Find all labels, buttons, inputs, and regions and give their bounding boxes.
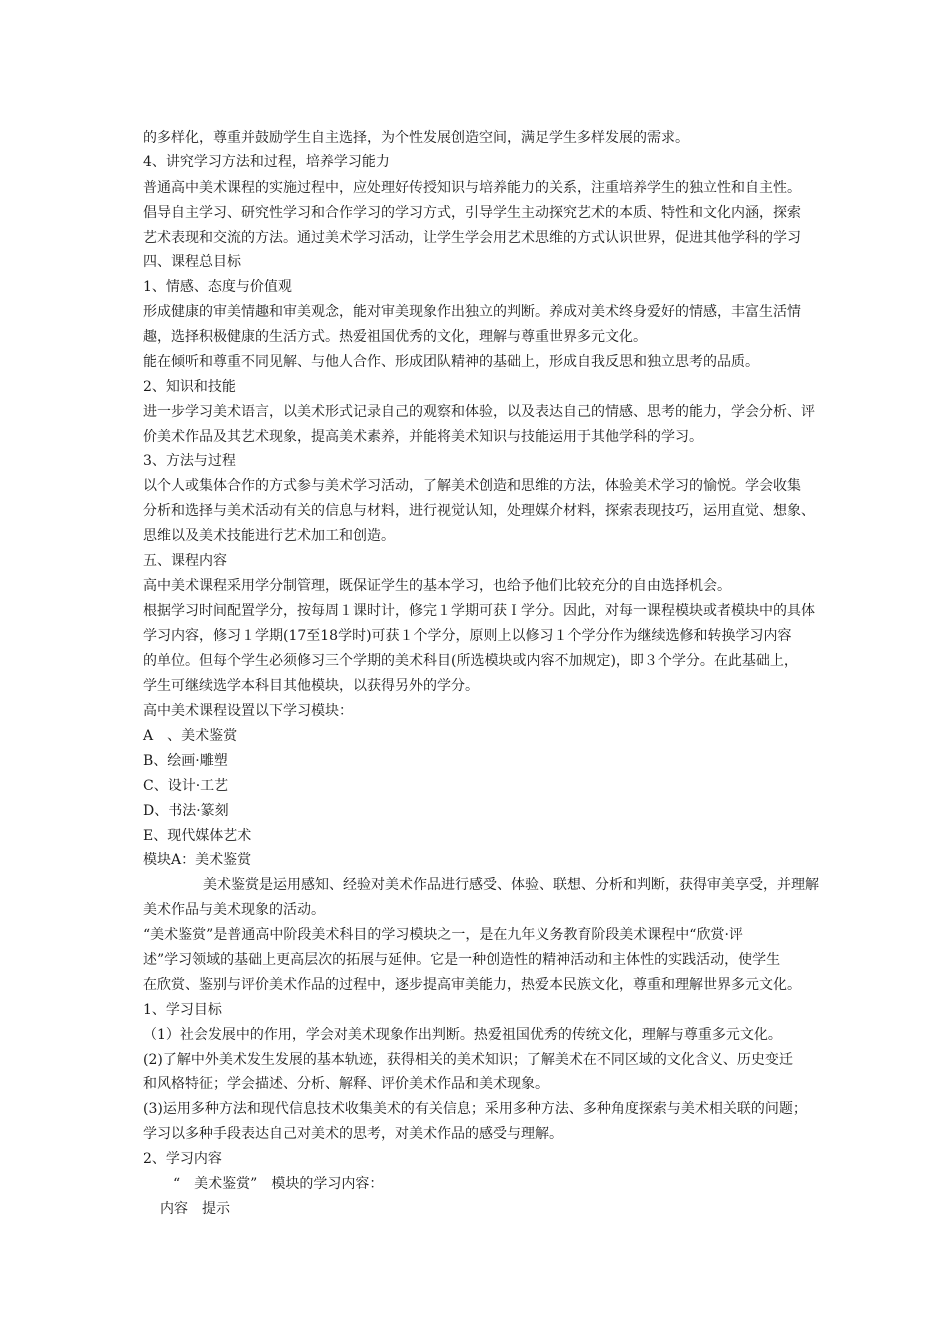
section-heading: 模块A：美术鉴赏 <box>143 852 252 868</box>
text-line: 美术鉴赏是运用感知、经验对美术作品进行感受、体验、联想、分析和判断，获得审美享受，并理解 <box>203 877 819 893</box>
text-line: 学习以多种手段表达自己对美术的思考，对美术作品的感受与理解。 <box>143 1126 563 1142</box>
list-item: D、书法·篆刻 <box>143 803 229 819</box>
text-line: (2)了解中外美术发生发展的基本轨迹，获得相关的美术知识；了解美术在不同区域的文化含义、历史变迁 <box>143 1052 793 1068</box>
text-line: 的单位。但每个学生必须修习三个学期的美术科目(所选模块或内容不加规定)，即３个学分。在此基础上， <box>143 653 798 669</box>
section-heading: 2、知识和技能 <box>143 379 236 395</box>
text-line: 学习内容，修习１学期(17至18学时)可获１个学分，原则上以修习１个学分作为继续选修和转换学习内容 <box>143 628 792 644</box>
list-item: E、现代媒体艺术 <box>143 828 252 844</box>
text-line: 趣，选择积极健康的生活方式。热爱祖国优秀的文化，理解与尊重世界多元文化。 <box>143 329 647 345</box>
text-line: 价美术作品及其艺术现象，提高美术素养，并能将美术知识与技能运用于其他学科的学习。 <box>143 429 703 445</box>
table-header: 内容 提示 <box>160 1201 230 1217</box>
text-line: 分析和选择与美术活动有关的信息与材料，进行视觉认知，处理媒介材料，探索表现技巧，运用直觉、想象、 <box>143 503 815 519</box>
text-line: “ 美术鉴赏” 模块的学习内容： <box>173 1176 384 1192</box>
list-item: B、绘画·雕塑 <box>143 753 228 769</box>
text-line: （1）社会发展中的作用，学会对美术现象作出判断。热爱祖国优秀的传统文化，理解与尊重多元文化。 <box>143 1027 782 1043</box>
text-line: 述”学习领域的基础上更高层次的拓展与延伸。它是一种创造性的精神活动和主体性的实践活动，使学生 <box>143 952 781 968</box>
text-line: 形成健康的审美情趣和审美观念，能对审美现象作出独立的判断。养成对美术终身爱好的情感，丰富生活情 <box>143 304 801 320</box>
text-line: 高中美术课程设置以下学习模块： <box>143 703 353 719</box>
text-line: 以个人或集体合作的方式参与美术学习活动，了解美术创造和思维的方法，体验美术学习的愉悦。学会收集 <box>143 478 801 494</box>
text-line: 美术作品与美术现象的活动。 <box>143 902 325 918</box>
section-heading: 1、情感、态度与价值观 <box>143 279 292 295</box>
section-heading: 四、课程总目标 <box>143 254 241 270</box>
section-heading: 1、学习目标 <box>143 1002 222 1018</box>
text-line: 根据学习时间配置学分，按每周１课时计，修完１学期可获Ｉ学分。因此，对每一课程模块或者模块中的具体 <box>143 603 815 619</box>
text-line: 高中美术课程采用学分制管理，既保证学生的基本学习，也给予他们比较充分的自由选择机会。 <box>143 578 731 594</box>
section-heading: 2、学习内容 <box>143 1151 222 1167</box>
text-line: (3)运用多种方法和现代信息技术收集美术的有关信息；采用多种方法、多种角度探索与美术相关联的问题； <box>143 1101 807 1117</box>
text-line: 艺术表现和交流的方法。通过美术学习活动，让学生学会用艺术思维的方式认识世界，促进其他学科的学习 <box>143 230 801 246</box>
text-line: 在欣赏、鉴别与评价美术作品的过程中，逐步提高审美能力，热爱本民族文化，尊重和理解世界多元文化。 <box>143 977 801 993</box>
text-line: 学生可继续选学本科目其他模块，以获得另外的学分。 <box>143 678 479 694</box>
section-heading: 4、讲究学习方法和过程，培养学习能力 <box>143 154 390 170</box>
section-heading: 五、课程内容 <box>143 553 227 569</box>
text-line: “美术鉴赏”是普通高中阶段美术科目的学习模块之一，是在九年义务教育阶段美术课程中“欣赏·评 <box>143 927 743 943</box>
text-line: 思维以及美术技能进行艺术加工和创造。 <box>143 528 395 544</box>
list-item: C、设计·工艺 <box>143 778 229 794</box>
section-heading: 3、方法与过程 <box>143 453 236 469</box>
text-line: 和风格特征；学会描述、分析、解释、评价美术作品和美术现象。 <box>143 1076 549 1092</box>
text-line: 能在倾听和尊重不同见解、与他人合作、形成团队精神的基础上，形成自我反思和独立思考的品质。 <box>143 354 759 370</box>
text-line: 普通高中美术课程的实施过程中，应处理好传授知识与培养能力的关系，注重培养学生的独立性和自主性。 <box>143 180 801 196</box>
text-line: 的多样化，尊重并鼓励学生自主选择，为个性发展创造空间，满足学生多样发展的需求。 <box>143 130 689 146</box>
text-line: 倡导自主学习、研究性学习和合作学习的学习方式，引导学生主动探究艺术的本质、特性和文化内涵，探索 <box>143 205 801 221</box>
text-line: 进一步学习美术语言，以美术形式记录自己的观察和体验，以及表达自己的情感、思考的能力，学会分析、评 <box>143 404 815 420</box>
list-item: A 、美术鉴赏 <box>143 728 238 744</box>
